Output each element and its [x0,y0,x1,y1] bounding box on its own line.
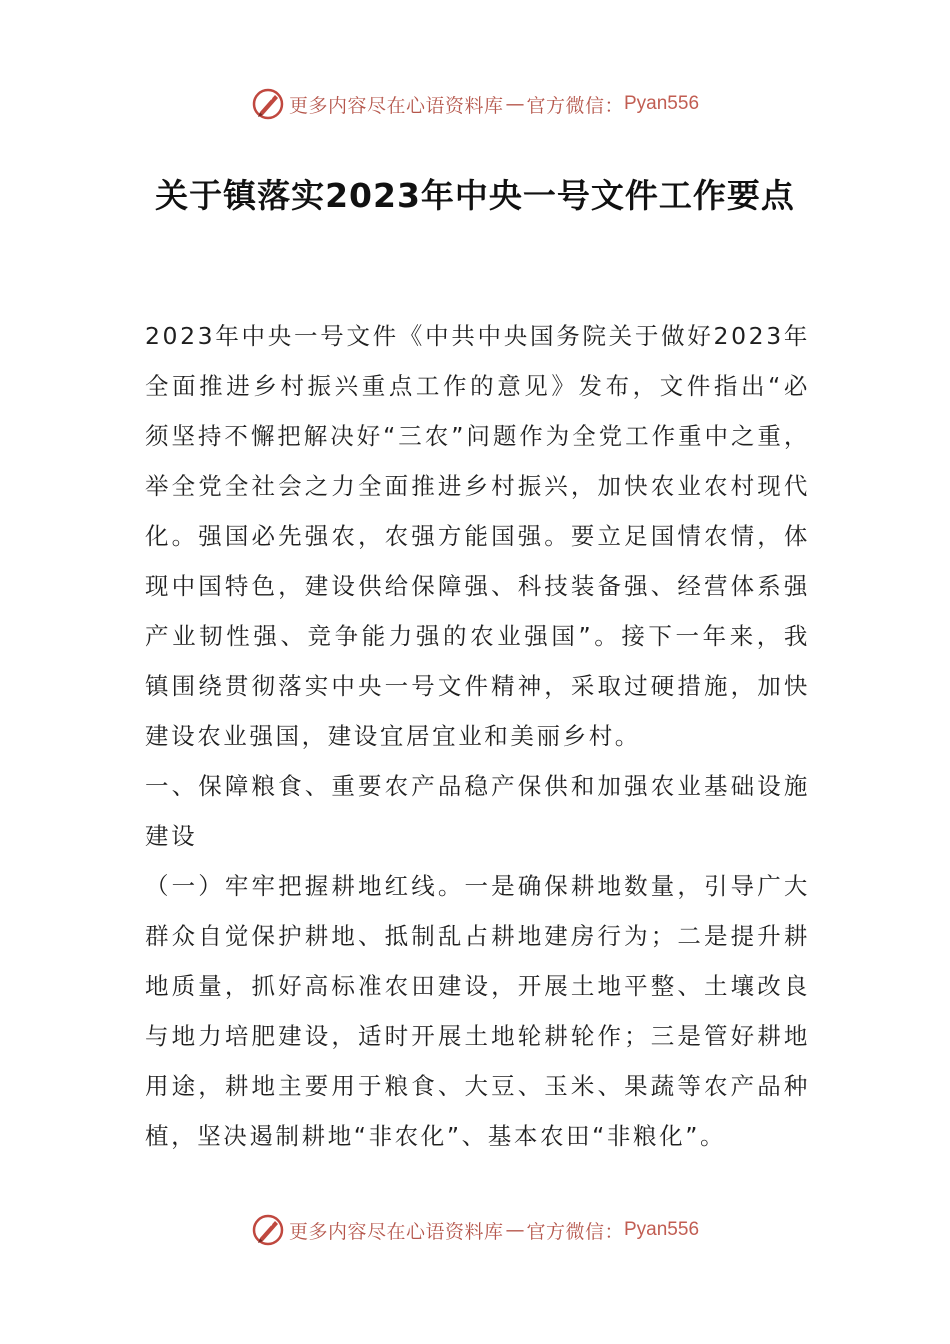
banner-separator: — [505,93,525,115]
pen-logo-icon [251,87,285,121]
banner-text: 更多内容尽在心语资料库 [288,1220,504,1243]
banner-wechat-id: Pyan556 [624,1219,700,1240]
banner-text: 更多内容尽在心语资料库 [288,94,504,117]
document-title: 关于镇落实2023年中央一号文件工作要点 [155,176,795,215]
banner-wechat-label: 官方微信： [526,94,624,117]
footer-watermark-banner [0,1210,950,1250]
document-body [145,311,810,1161]
subsection-paragraph: （一）牢牢把握耕地红线。一是确保耕地数量，引导广大群众自觉保护耕地、抵制乱占耕地建房行为；二是提升耕地质量，抓好高标准农田建设，开展土地平整、土壤改良与地力培肥建设，适时开展土地轮耕轮作；三是管好耕地用途，耕地主要用于粮食、大豆、玉米、果蔬等农产品种植，坚决遏制耕地“非农化”、基本农田“非粮化”。 [145,872,810,1150]
banner-wechat-label: 官方微信： [526,1220,624,1243]
section-heading: 一、保障粮食、重要农产品稳产保供和加强农业基础设施建设 [145,772,810,850]
header-watermark-banner [0,84,950,124]
pen-logo-icon [251,1213,285,1247]
banner-wechat-id: Pyan556 [624,93,700,114]
banner-separator: — [505,1219,525,1241]
intro-paragraph: 2023年中央一号文件《中共中央国务院关于做好2023年全面推进乡村振兴重点工作的意见》发布，文件指出“必须坚持不懈把解决好“三农”问题作为全党工作重中之重，举全党全社会之力全面推进乡村振兴，加快农业农村现代化。强国必先强农，农强方能国强。要立足国情农情，体现中国特色，建设供给保障强、科技装备强、经营体系强产业韧性强、竞争能力强的农业强国”。接下一年来，我镇围绕贯彻落实中央一号文件精神，采取过硬措施，加快建设农业强国，建设宜居宜业和美丽乡村。 [145,322,810,750]
